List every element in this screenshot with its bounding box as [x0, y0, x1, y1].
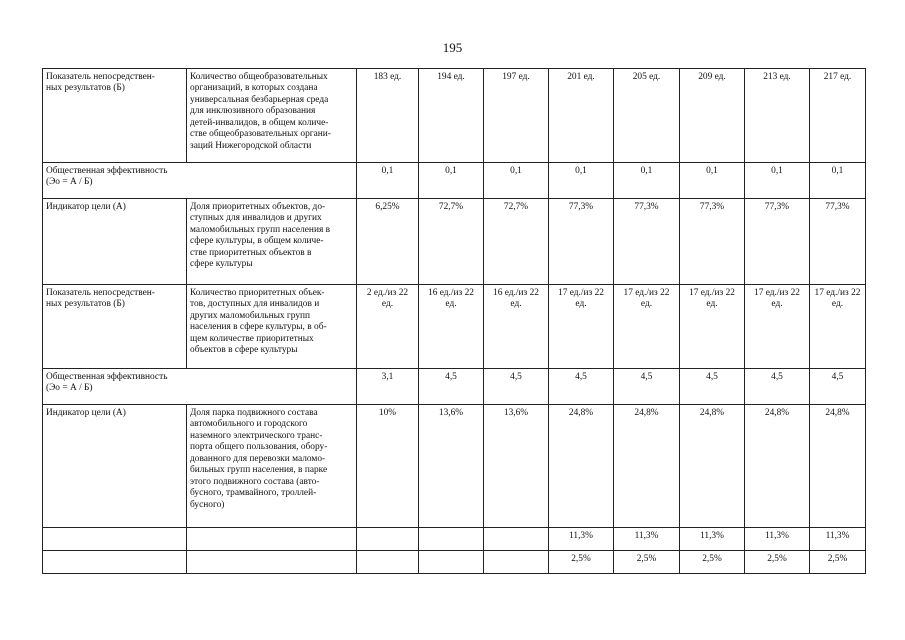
value-cell: 0,1 [810, 163, 866, 199]
value-cell: 11,3% [614, 528, 680, 551]
value-cell: 4,5 [419, 369, 484, 405]
value-cell: 13,6% [484, 405, 549, 528]
value-cell: 6,25% [357, 199, 419, 285]
value-cell: 4,5 [614, 369, 680, 405]
value-cell: 4,5 [810, 369, 866, 405]
value-cell [419, 528, 484, 551]
efficiency-label: Общественная эффективность (Эо = А / Б) [43, 369, 357, 405]
value-cell: 17 ед./из 22 ед. [680, 285, 745, 369]
value-cell: 2 ед./из 22 ед. [357, 285, 419, 369]
table-row [43, 199, 866, 285]
value-cell: 197 ед. [484, 69, 549, 163]
description-cell: Количество общеобразовательных организаций, в которых создана универсальная безбарьерная среда для инклюзивного образования детей-инвалидов, в общем количе- стве общеобразовательных органи- заций Нижегородской области [187, 69, 357, 163]
value-cell: 24,8% [614, 405, 680, 528]
value-cell: 77,3% [614, 199, 680, 285]
value-cell: 77,3% [549, 199, 614, 285]
value-cell [419, 551, 484, 574]
value-cell: 2,5% [680, 551, 745, 574]
value-cell: 11,3% [549, 528, 614, 551]
value-cell: 0,1 [614, 163, 680, 199]
page-number: 195 [442, 40, 463, 55]
value-cell: 11,3% [745, 528, 810, 551]
value-cell: 17 ед./из 22 ед. [745, 285, 810, 369]
value-cell: 2,5% [614, 551, 680, 574]
indicator-cell: Индикатор цели (А) [43, 199, 187, 285]
value-cell: 209 ед. [680, 69, 745, 163]
value-cell: 13,6% [419, 405, 484, 528]
indicator-cell [43, 528, 187, 551]
value-cell: 4,5 [484, 369, 549, 405]
value-cell: 4,5 [745, 369, 810, 405]
value-cell [484, 528, 549, 551]
indicator-cell [43, 551, 187, 574]
value-cell: 0,1 [680, 163, 745, 199]
value-cell: 17 ед./из 22 ед. [549, 285, 614, 369]
indicator-cell: Показатель непосредствен- ных результатов (Б) [43, 69, 187, 163]
value-cell: 217 ед. [810, 69, 866, 163]
indicator-cell: Индикатор цели (А) [43, 405, 187, 528]
value-cell: 11,3% [810, 528, 866, 551]
value-cell: 17 ед./из 22 ед. [614, 285, 680, 369]
value-cell: 77,3% [810, 199, 866, 285]
value-cell: 0,1 [484, 163, 549, 199]
value-cell: 4,5 [680, 369, 745, 405]
value-cell: 2,5% [810, 551, 866, 574]
value-cell: 0,1 [745, 163, 810, 199]
value-cell: 0,1 [357, 163, 419, 199]
value-cell: 72,7% [419, 199, 484, 285]
value-cell: 77,3% [680, 199, 745, 285]
value-cell: 194 ед. [419, 69, 484, 163]
table-row [43, 369, 866, 405]
efficiency-label: Общественная эффективность (Эо = А / Б) [43, 163, 357, 199]
value-cell: 4,5 [549, 369, 614, 405]
value-cell [357, 551, 419, 574]
description-cell: Количество приоритетных объек- тов, доступных для инвалидов и других маломобильных групп населения в сфере культуры, в об- щем количестве приоритетных объектов в сфере культуры [187, 285, 357, 369]
value-cell: 213 ед. [745, 69, 810, 163]
value-cell: 24,8% [810, 405, 866, 528]
value-cell: 16 ед./из 22 ед. [419, 285, 484, 369]
value-cell: 72,7% [484, 199, 549, 285]
value-cell: 77,3% [745, 199, 810, 285]
value-cell: 0,1 [419, 163, 484, 199]
value-cell: 24,8% [549, 405, 614, 528]
table-row [43, 528, 866, 551]
table-body [43, 69, 866, 574]
value-cell [484, 551, 549, 574]
table-row [43, 69, 866, 163]
value-cell: 3,1 [357, 369, 419, 405]
value-cell: 10% [357, 405, 419, 528]
value-cell: 2,5% [549, 551, 614, 574]
table-row [43, 405, 866, 528]
value-cell: 24,8% [745, 405, 810, 528]
value-cell: 0,1 [549, 163, 614, 199]
value-cell: 17 ед./из 22 ед. [810, 285, 866, 369]
indicators-table [42, 68, 866, 574]
value-cell [357, 528, 419, 551]
value-cell: 24,8% [680, 405, 745, 528]
indicator-cell: Показатель непосредствен- ных результатов (Б) [43, 285, 187, 369]
value-cell: 16 ед./из 22 ед. [484, 285, 549, 369]
description-cell [187, 528, 357, 551]
description-cell [187, 551, 357, 574]
table-row [43, 551, 866, 574]
value-cell: 11,3% [680, 528, 745, 551]
value-cell: 183 ед. [357, 69, 419, 163]
value-cell: 205 ед. [614, 69, 680, 163]
description-cell: Доля парка подвижного состава автомобильного и городского наземного электрического транс- порта общего пользования, обору- дованного для перевозки маломо- бильных групп населения, в парке этого подвижного состава (авто- бусного, трамвайного, троллей- бусного) [187, 405, 357, 528]
value-cell: 201 ед. [549, 69, 614, 163]
table-row [43, 285, 866, 369]
table-row [43, 163, 866, 199]
value-cell: 2,5% [745, 551, 810, 574]
description-cell: Доля приоритетных объектов, до- ступных для инвалидов и других маломобильных групп населения в сфере культуры, в общем количе- стве приоритетных объектов в сфере культуры [187, 199, 357, 285]
